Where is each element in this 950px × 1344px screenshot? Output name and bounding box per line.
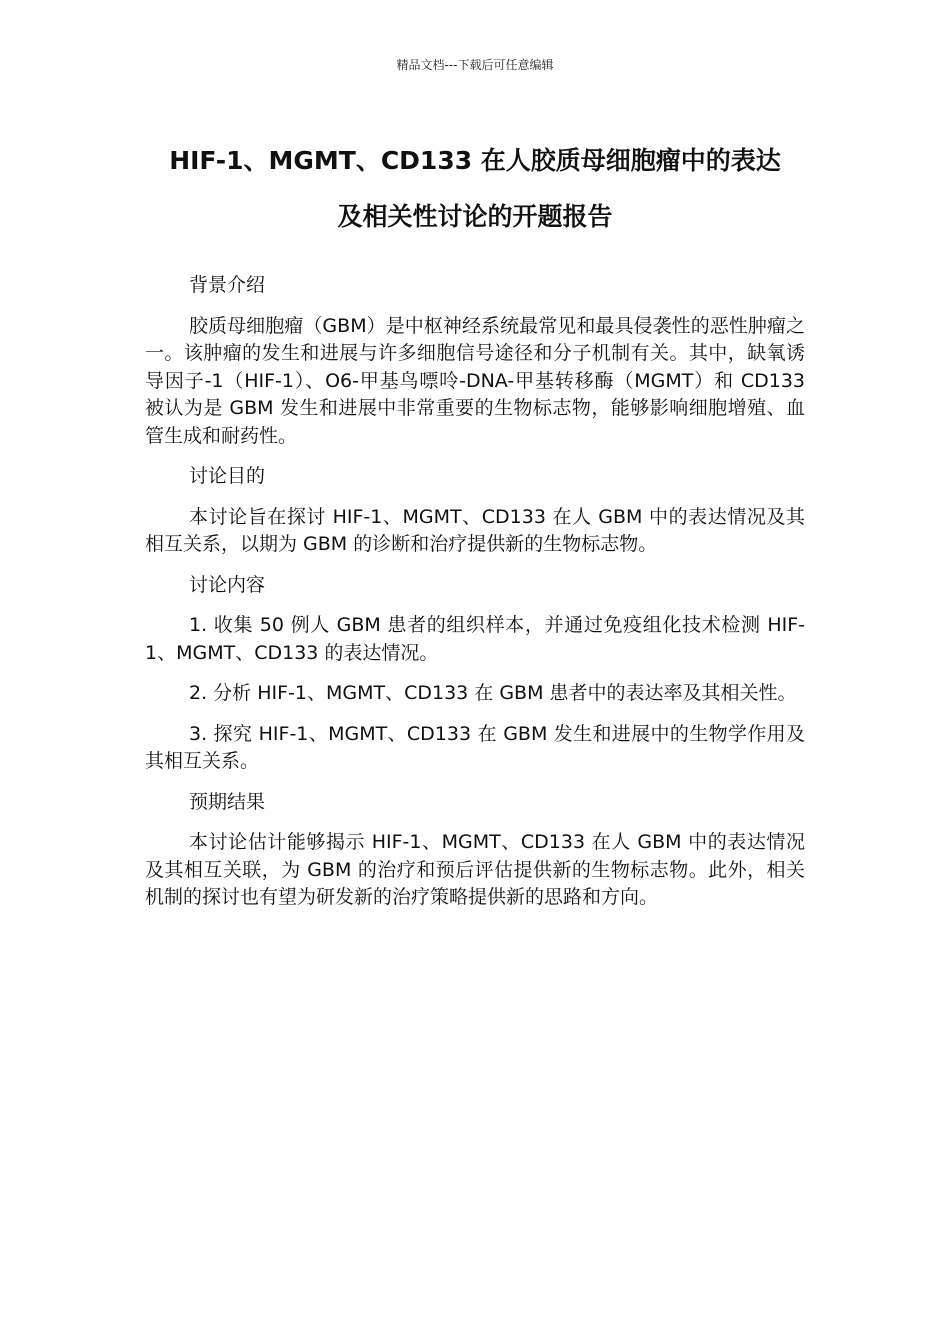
title-line-2: 及相关性讨论的开题报告: [337, 202, 613, 231]
background-heading: 背景介绍: [189, 274, 266, 296]
content-item-2: 2. 分析 HIF-1、MGMT、CD133 在 GBM 患者中的表达率及其相关性。: [189, 682, 797, 704]
content-item-1: 1. 收集 50 例人 GBM 患者的组织样本，并通过免疫组化技术检测 HIF-1、MGMT、CD133 的表达情况。: [145, 614, 805, 664]
results-paragraph: 本讨论估计能够揭示 HIF-1、MGMT、CD133 在人 GBM 中的表达情况及其相互关联，为 GBM 的治疗和预后评估提供新的生物标志物。此外，相关机制的探讨也有望为研发新的治疗策略提供新的思路和方向。: [145, 831, 805, 908]
background-paragraph: 胶质母细胞瘤（GBM）是中枢神经系统最常见和最具侵袭性的恶性肿瘤之一。该肿瘤的发生和进展与许多细胞信号途径和分子机制有关。其中，缺氧诱导因子-1（HIF-1）、O6-甲基鸟嘌呤-DNA-甲基转移酶（MGMT）和 CD133 被认为是 GBM 发生和进展中非常重要的生物标志物，能够影响细胞增殖、血管生成和耐药性。: [145, 314, 805, 447]
content-heading: 讨论内容: [189, 573, 266, 596]
purpose-heading: 讨论目的: [189, 465, 266, 487]
document-title: [120, 133, 830, 245]
results-heading: 预期结果: [189, 790, 266, 813]
purpose-paragraph: 本讨论旨在探讨 HIF-1、MGMT、CD133 在人 GBM 中的表达情况及其相互关系，以期为 GBM 的诊断和治疗提供新的生物标志物。: [145, 505, 805, 555]
content-item-3: 3. 探究 HIF-1、MGMT、CD133 在 GBM 发生和进展中的生物学作用及其相互关系。: [145, 722, 805, 772]
document-body: [145, 272, 805, 925]
page-header: 精品文档---下载后可任意编辑: [396, 58, 554, 72]
title-line-1: HIF-1、MGMT、CD133 在人胶质母细胞瘤中的表达: [169, 146, 781, 175]
